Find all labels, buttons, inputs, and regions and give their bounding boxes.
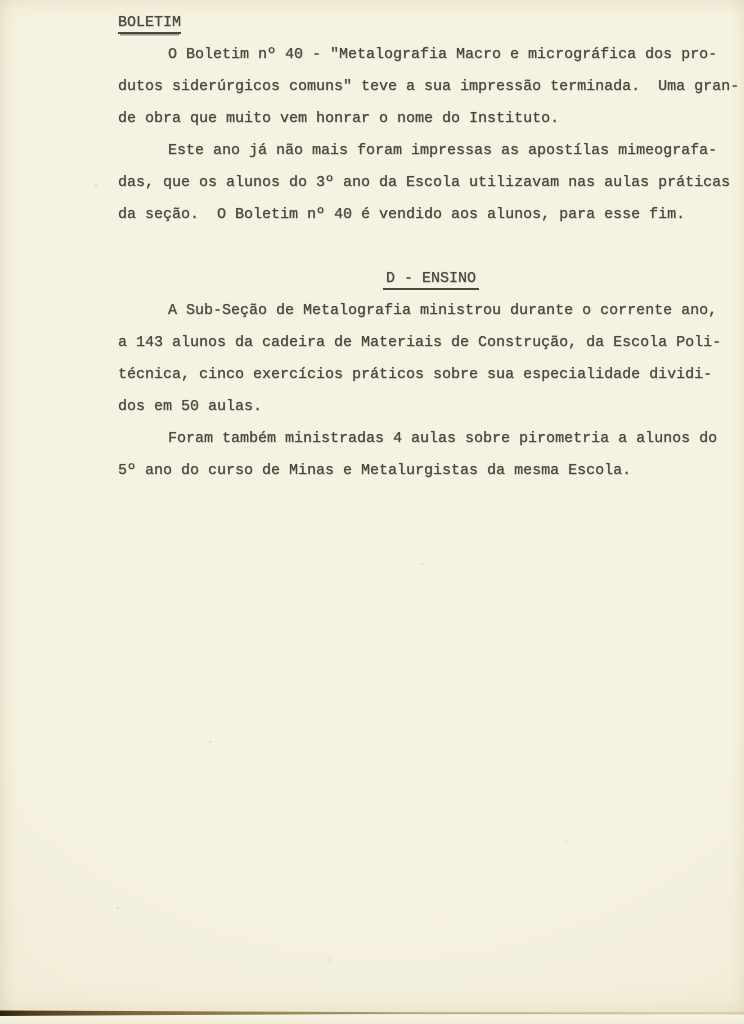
document-text-line: 5º ano do curso de Minas e Metalurgistas da mesma Escola. [118, 462, 632, 479]
blank-line [118, 231, 744, 263]
next-page-sliver [0, 1015, 744, 1024]
document-heading [118, 7, 744, 39]
document-text-line: O Boletim nº 40 - "Metalografia Macro e micrográfica dos pro- [168, 46, 718, 63]
document-text-line: dos em 50 aulas. [118, 398, 263, 415]
document-text-line: A Sub-Seção de Metalografia ministrou durante o corrente ano, [168, 302, 718, 319]
section-heading [118, 263, 744, 295]
document-text-line: de obra que muito vem honrar o nome do Instituto. [118, 110, 560, 127]
document-text-line: das, que os alunos do 3º ano da Escola utilizavam nas aulas práticas [118, 174, 731, 191]
document-text-line: a 143 alunos da cadeira de Materiais de Construção, da Escola Poli- [118, 334, 722, 351]
section-heading-text: D - ENSINO [383, 270, 479, 290]
document-text-line: técnica, cinco exercícios práticos sobre sua especialidade dividi- [118, 366, 713, 383]
document-text-line: da seção. O Boletim nº 40 é vendido aos alunos, para esse fim. [118, 206, 686, 223]
typewritten-text-column [118, 7, 744, 487]
document-text-line: Foram também ministradas 4 aulas sobre pirometria a alunos do [168, 430, 718, 447]
document-text-line: Este ano já não mais foram impressas as apostílas mimeografa- [168, 142, 718, 159]
document-heading-text: BOLETIM [118, 14, 181, 34]
document-text-line: dutos siderúrgicos comuns" teve a sua impressão terminada. Uma gran- [118, 78, 740, 95]
